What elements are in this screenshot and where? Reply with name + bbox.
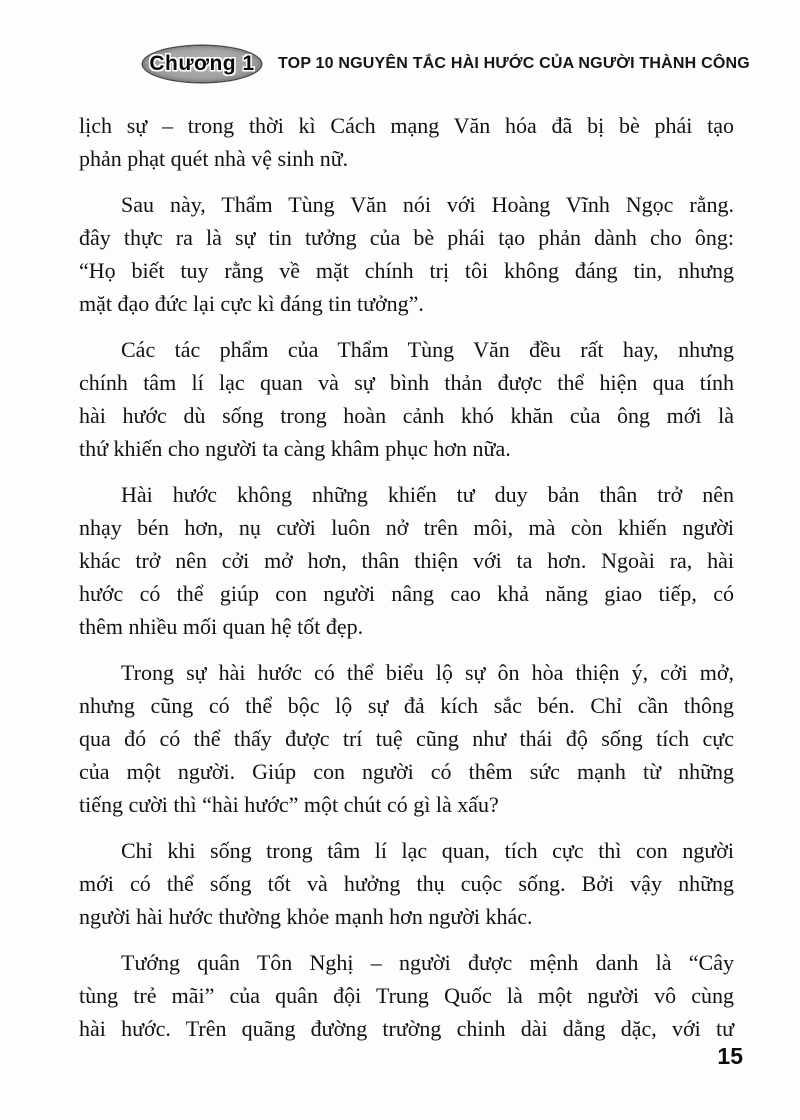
chapter-badge (143, 46, 261, 82)
paragraph (79, 946, 734, 1045)
text-line: Sau này, Thẩm Tùng Văn nói với Hoàng Vĩnh Ngọc rằng. (121, 192, 734, 217)
text-line: Hài hước không những khiến tư duy bản thân trở nên (121, 482, 734, 507)
text-line: hước có thể giúp con người nâng cao khả năng giao tiếp, có (79, 581, 734, 606)
paragraph (79, 333, 734, 465)
chapter-header (143, 46, 750, 82)
text-line: Tướng quân Tôn Nghị – người được mệnh danh là “Cây (121, 950, 734, 975)
body-text (79, 109, 734, 1045)
paragraph (79, 188, 734, 320)
text-line: “Họ biết tuy rằng về mặt chính trị tôi không đáng tin, nhưng (79, 258, 734, 283)
paragraph (79, 834, 734, 933)
chapter-title: TOP 10 NGUYÊN TẮC HÀI HƯỚC CỦA NGƯỜI THÀNH CÔNG (278, 55, 750, 72)
text-line: thứ khiến cho người ta càng khâm phục hơn nữa. (79, 436, 511, 461)
text-line: hài hước dù sống trong hoàn cảnh khó khăn của ông mới là (79, 403, 734, 428)
text-line: Các tác phẩm của Thẩm Tùng Văn đều rất hay, nhưng (121, 337, 734, 362)
text-line: Chỉ khi sống trong tâm lí lạc quan, tích cực thì con người (121, 838, 734, 863)
text-line: chính tâm lí lạc quan và sự bình thản được thể hiện qua tính (79, 370, 734, 395)
paragraph (79, 109, 734, 175)
chapter-badge-label: Chương 1 (149, 52, 255, 75)
text-line: hài hước. Trên quãng đường trường chinh dài dằng dặc, với tư (79, 1016, 734, 1041)
text-line: phản phạt quét nhà vệ sinh nữ. (79, 146, 349, 171)
text-line: mới có thể sống tốt và hưởng thụ cuộc sống. Bởi vậy những (79, 871, 734, 896)
text-line: nhưng cũng có thể bộc lộ sự đả kích sắc bén. Chỉ cần thông (79, 693, 734, 718)
text-line: mặt đạo đức lại cực kì đáng tin tưởng”. (79, 291, 424, 316)
text-line: Trong sự hài hước có thể biểu lộ sự ôn hòa thiện ý, cởi mở, (121, 660, 734, 685)
text-line: của một người. Giúp con người có thêm sức mạnh từ những (79, 759, 734, 784)
paragraph (79, 478, 734, 643)
text-line: thêm nhiều mối quan hệ tốt đẹp. (79, 614, 364, 639)
text-line: tiếng cười thì “hài hước” một chút có gì là xấu? (79, 792, 499, 817)
text-line: đây thực ra là sự tin tưởng của bè phái tạo phản dành cho ông: (79, 225, 734, 250)
text-line: qua đó có thể thấy được trí tuệ cũng như thái độ sống tích cực (79, 726, 734, 751)
paragraph (79, 656, 734, 821)
text-line: tùng trẻ mãi” của quân đội Trung Quốc là một người vô cùng (79, 983, 734, 1008)
text-line: người hài hước thường khỏe mạnh hơn người khác. (79, 904, 533, 929)
text-line: khác trở nên cởi mở hơn, thân thiện với ta hơn. Ngoài ra, hài (79, 548, 734, 573)
page-number: 15 (717, 1043, 743, 1069)
text-line: lịch sự – trong thời kì Cách mạng Văn hóa đã bị bè phái tạo (79, 113, 734, 138)
text-line: nhạy bén hơn, nụ cười luôn nở trên môi, mà còn khiến người (79, 515, 734, 540)
